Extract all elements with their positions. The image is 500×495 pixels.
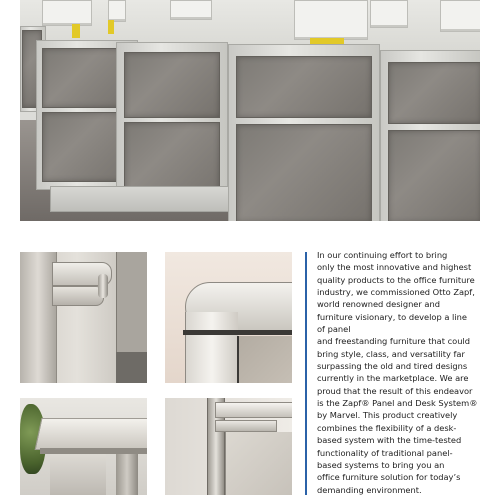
- hero-photo-panel-system: [20, 0, 480, 221]
- detail-photo-desk: [20, 398, 147, 495]
- body-line: based systems to bring you an: [317, 459, 445, 470]
- yellow-accent: [108, 20, 114, 34]
- body-line: based system with the time-tested: [317, 435, 462, 446]
- background-cabinet: [294, 0, 368, 40]
- detail-photo-end-cap: [165, 252, 292, 383]
- body-line: of panel: [317, 324, 351, 335]
- body-line: office furniture solution for today’s: [317, 472, 461, 483]
- panel-fabric: [388, 62, 480, 124]
- body-line: surpassing the old and tired designs: [317, 361, 468, 372]
- body-line: furniture visionary, to develop a line: [317, 311, 467, 322]
- photo-shelf: [215, 402, 292, 418]
- panel-fabric: [236, 124, 372, 221]
- body-line: demanding environment.: [317, 484, 422, 495]
- body-line: industry, we commissioned Otto Zapf,: [317, 287, 475, 298]
- photo-panel-fabric: [237, 336, 292, 383]
- panel-base-rail: [50, 186, 236, 212]
- background-cabinet: [440, 0, 480, 32]
- body-line: currently in the marketplace. We are: [317, 373, 469, 384]
- body-line: combines the flexibility of a desk-: [317, 422, 457, 433]
- body-line: bring style, class, and versatility far: [317, 348, 465, 359]
- body-line: only the most innovative and highest: [317, 262, 472, 273]
- photo-arm: [52, 286, 104, 306]
- photo-shelf: [215, 420, 277, 432]
- panel-fabric: [236, 56, 372, 118]
- photo-end-cap-stripe: [183, 330, 292, 335]
- detail-photo-panel-joint: [165, 398, 292, 495]
- panel-fabric: [124, 52, 220, 118]
- body-copy: [317, 249, 480, 495]
- column-divider: [305, 252, 307, 495]
- detail-photo-latch: [20, 252, 147, 383]
- body-line: by Marvel. This product creatively: [317, 410, 458, 421]
- background-cabinet: [370, 0, 408, 28]
- body-line: functionality of traditional panel-: [317, 447, 453, 458]
- body-line: In our continuing effort to bring: [317, 250, 448, 260]
- yellow-accent: [72, 24, 80, 38]
- key-icon: [98, 274, 108, 298]
- photo-panel: [225, 432, 292, 495]
- background-cabinet: [42, 0, 92, 26]
- photo-floor: [116, 352, 147, 383]
- body-line: proud that the result of this endeavor: [317, 385, 473, 396]
- photo-desk-base: [50, 454, 106, 495]
- photo-desk-leg: [116, 454, 138, 495]
- body-line: world renowned designer and: [317, 299, 440, 310]
- photo-desk-top: [35, 418, 147, 450]
- panel-fabric: [388, 130, 480, 221]
- body-line: quality products to the office furniture: [317, 274, 475, 285]
- background-cabinet: [170, 0, 212, 20]
- background-cabinet: [108, 0, 126, 22]
- body-line: and freestanding furniture that could: [317, 336, 470, 347]
- body-line: is the Zapf® Panel and Desk System®: [317, 398, 478, 409]
- photo-end-cap-body: [185, 312, 238, 383]
